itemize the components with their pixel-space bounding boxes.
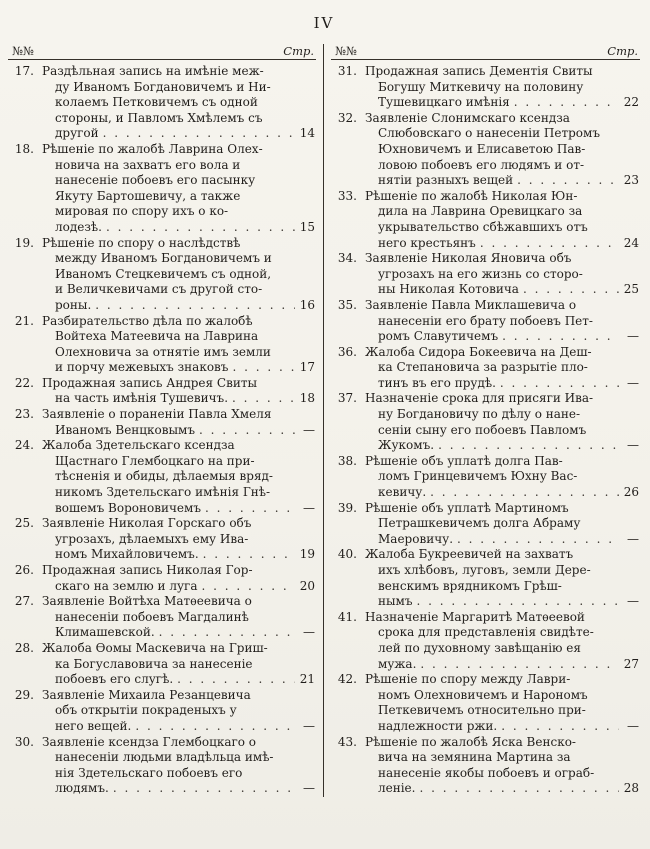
entry-page-number: —: [627, 531, 639, 546]
entry-line: срока для представленія свидѣте-: [378, 625, 594, 640]
entry-number: 38.: [337, 453, 357, 468]
entry-line: [55, 672, 316, 688]
entry-line: [378, 376, 640, 392]
entry-line: [378, 438, 640, 454]
entry-page-number: —: [627, 375, 639, 390]
entry-line: [378, 657, 640, 673]
entry-line: [55, 220, 316, 236]
entry-number: 37.: [337, 391, 357, 406]
entry-line: [55, 423, 316, 439]
entry-line: ихъ хлѣбовъ, луговъ, земли Дере-: [378, 563, 591, 577]
entry-line: Заявленіе Войтѣха Матѳеевича о: [42, 594, 252, 609]
dot-leader: [438, 438, 619, 454]
entry-line: Заявленіе Николая Горскаго объ: [42, 516, 252, 531]
entry-line: венскимъ врядникомъ Грѣш-: [378, 578, 562, 593]
entry-line: ду Иваномъ Богдановичемъ и Ни-: [55, 79, 271, 94]
entry-line-text: ромъ Славутичемъ: [378, 329, 499, 344]
entry-number: 32.: [337, 110, 357, 125]
entry-number: 40.: [337, 547, 357, 562]
entry-page-number: 18: [299, 391, 315, 406]
entry-line: ка Богуславовича за нанесеніе: [55, 656, 253, 671]
header-page-label: Стр.: [607, 44, 638, 58]
entry-line: Петкевичемъ относительно при-: [378, 703, 586, 718]
toc-entry: [8, 438, 316, 516]
entry-number: 34.: [337, 251, 357, 266]
entry-line: Юхновичемъ и Елисаветою Пав-: [378, 141, 586, 156]
entry-line: тѣсненія и обиды, дѣлаемыя вряд-: [55, 469, 273, 484]
entry-line: сеніи сыну его побоевъ Павломъ: [378, 422, 587, 437]
entry-line-text: ны Николая Котовича: [378, 282, 519, 297]
entry-number: 28.: [14, 640, 34, 655]
entry-page-number: —: [303, 781, 315, 796]
entry-line: [55, 781, 316, 797]
dot-leader: [203, 547, 295, 563]
entries-list: [331, 60, 640, 797]
entry-line: Рѣшеніе по спору между Лаври-: [365, 672, 571, 687]
entry-number: 22.: [14, 375, 34, 390]
entry-line-text: на часть имѣнія Тушевичъ.: [55, 391, 229, 406]
entry-page-number: —: [627, 594, 639, 609]
entry-line: нанесеніе якобы побоевъ и ограб-: [378, 765, 595, 780]
dot-leader: [106, 220, 295, 236]
entry-line: Заявленіе ксендза Глембоцкаго о: [42, 734, 257, 749]
header-page-label: Стр.: [283, 44, 314, 58]
entry-line-text: Тушевицкаго имѣнія: [378, 95, 510, 110]
entry-line-text: кевичу.: [378, 485, 427, 500]
entry-body: [365, 298, 640, 345]
entry-number: 18.: [14, 141, 34, 156]
entry-line: Войтеха Матеевича на Лаврина: [55, 329, 259, 344]
toc-entry: [8, 142, 316, 236]
entry-page-number: 23: [623, 173, 639, 188]
dot-leader: [103, 126, 295, 142]
entry-line: [378, 173, 640, 189]
toc-entry: [8, 641, 316, 688]
entry-line: [378, 719, 640, 735]
toc-entry: [331, 454, 640, 501]
entry-line: Олехновича за отнятіе имъ земли: [55, 344, 271, 359]
entry-page-number: 16: [299, 297, 315, 312]
toc-entry: [331, 111, 640, 189]
entry-line-text: лодезѣ.: [55, 219, 102, 234]
entry-number: 36.: [337, 344, 357, 359]
entry-body: [365, 64, 640, 111]
entry-number: 33.: [337, 188, 357, 203]
entry-line: Слюбовскаго о нанесеніи Петромъ: [378, 126, 600, 141]
entry-line: [55, 579, 316, 595]
entry-line: [378, 95, 640, 111]
entry-line-text: Иваномъ Венцковымъ: [55, 422, 196, 437]
entry-body: [42, 735, 316, 797]
page-number: IV: [313, 14, 335, 32]
toc-entry: [331, 501, 640, 548]
entry-line-text: леніе.: [378, 781, 416, 796]
entry-line: ну Богдановичу по дѣлу о нане-: [378, 407, 581, 422]
entry-page-number: —: [303, 422, 315, 437]
entry-number: 42.: [337, 672, 357, 687]
entry-line: Разбирательство дѣла по жалобѣ: [42, 313, 253, 328]
entry-body: [42, 142, 316, 236]
entry-line: Продажная запись Андрея Свиты: [42, 375, 258, 390]
entry-line: Назначеніе Маргаритѣ Матѳеевой: [365, 609, 585, 624]
entry-body: [365, 672, 640, 734]
entry-body: [365, 345, 640, 392]
entry-body: [42, 641, 316, 688]
dot-leader: [201, 579, 295, 595]
toc-entry: [8, 64, 316, 142]
entry-line: [55, 126, 316, 142]
entry-page-number: —: [627, 329, 639, 344]
dot-leader: [232, 360, 295, 376]
dot-leader: [500, 376, 619, 392]
entry-page-number: —: [627, 438, 639, 453]
entry-number: 23.: [14, 407, 34, 422]
entry-page-number: —: [303, 718, 315, 733]
toc-entry: [331, 735, 640, 797]
entry-line: колаемъ Петковичемъ съ одной: [55, 95, 258, 110]
entry-body: [365, 391, 640, 453]
entry-line: нанесеніи людьми владѣльца имѣ-: [55, 750, 274, 765]
entry-page-number: 15: [299, 219, 315, 234]
entry-page-number: 17: [299, 360, 315, 375]
entry-body: [42, 438, 316, 516]
entry-line: и Величкевичами съ другой сто-: [55, 282, 263, 297]
entry-number: 27.: [14, 594, 34, 609]
entry-number: 30.: [14, 734, 34, 749]
entry-line: [378, 329, 640, 345]
entry-body: [365, 735, 640, 797]
entry-line: Заявленіе о пораненіи Павла Хмеля: [42, 407, 272, 422]
entry-line: угрозахъ на его жизнь со сторо-: [378, 266, 583, 281]
dot-leader: [95, 298, 295, 314]
entry-line: Петрашкевичемъ долга Абраму: [378, 516, 581, 531]
entry-line-text: номъ Михайловичемъ.: [55, 547, 199, 562]
entry-page-number: 19: [299, 547, 315, 562]
entry-line: [55, 360, 316, 376]
entry-line: [378, 236, 640, 252]
dot-leader: [159, 625, 295, 641]
entry-line: ломъ Гринцевичемъ Юхну Вас-: [378, 469, 578, 484]
entry-line: Жалоба Букреевичей на захватъ: [365, 547, 574, 562]
dot-leader: [502, 329, 619, 345]
entry-line-text: надлежности ржи.: [378, 718, 498, 733]
entry-line-text: побоевъ его слугѣ.: [55, 672, 174, 687]
header-number-label: №№: [12, 44, 34, 58]
entry-body: [42, 236, 316, 314]
toc-entry: [331, 345, 640, 392]
entry-line: [378, 485, 640, 501]
entry-number: 31.: [337, 64, 357, 78]
entry-line: объ открытіи покраденыхъ у: [55, 703, 237, 718]
entry-body: [42, 376, 316, 407]
entry-line: [378, 282, 640, 298]
entry-line: Заявленіе Михаила Резанцевича: [42, 687, 251, 702]
column-header: [8, 44, 316, 60]
dot-leader: [199, 423, 295, 439]
entry-line: новича на захватъ его вола и: [55, 157, 241, 172]
dot-leader: [480, 236, 619, 252]
entry-line: Рѣшеніе объ уплатѣ Мартиномъ: [365, 500, 569, 515]
toc-entry: [8, 594, 316, 641]
entry-line-text: мужа.: [378, 656, 417, 671]
dot-leader: [113, 781, 295, 797]
entry-page-number: —: [303, 500, 315, 515]
entry-line-text: Климашевской.: [55, 625, 155, 640]
dot-leader: [419, 781, 619, 797]
entry-body: [42, 64, 316, 142]
dot-leader: [514, 95, 619, 111]
entry-line: лей по духовному завѣщанію ея: [378, 640, 581, 655]
entry-number: 17.: [14, 64, 34, 78]
entry-number: 21.: [14, 313, 34, 328]
entry-line: Заявленіе Слонимскаго ксендза: [365, 110, 570, 125]
entry-line: Продажная запись Николая Гор-: [42, 563, 253, 577]
entry-line: укрывательство сбѣжавшихъ отъ: [378, 219, 588, 234]
entry-line-text: роны.: [55, 297, 92, 312]
toc-entry: [8, 735, 316, 797]
entry-number: 26.: [14, 563, 34, 577]
toc-entry: [331, 298, 640, 345]
entry-line: Назначеніе срока для присяги Ива-: [365, 391, 594, 406]
toc-entry: [8, 563, 316, 594]
entry-number: 29.: [14, 687, 34, 702]
entry-number: 24.: [14, 438, 34, 453]
entry-number: 43.: [337, 734, 357, 749]
entry-page-number: 25: [623, 282, 639, 297]
entry-line: ловою побоевъ его людямъ и от-: [378, 157, 585, 172]
entry-body: [365, 251, 640, 298]
column-header: [331, 44, 640, 60]
entry-line: вича на земянина Мартина за: [378, 750, 571, 765]
entry-page-number: 27: [623, 656, 639, 671]
entry-line-text: него крестьянъ: [378, 235, 476, 250]
entry-line: [378, 781, 640, 797]
toc-entry: [331, 391, 640, 453]
dot-leader: [177, 672, 295, 688]
entry-body: [42, 594, 316, 641]
entry-line: дила на Лаврина Оревицкаго за: [378, 204, 583, 219]
entry-line-text: тинъ въ его прудѣ.: [378, 375, 496, 390]
toc-entry: [331, 610, 640, 672]
toc-entry: [331, 672, 640, 734]
entry-line: [55, 719, 316, 735]
header-number-label: №№: [335, 44, 357, 58]
entry-body: [42, 314, 316, 376]
entry-line: [55, 625, 316, 641]
entry-line: [55, 298, 316, 314]
entry-number: 41.: [337, 609, 357, 624]
entry-line: Якуту Бартошевичу, а также: [55, 188, 241, 203]
entry-body: [365, 111, 640, 189]
entry-line: стороны, и Павломъ Хмѣлемъ съ: [55, 110, 263, 125]
entry-line: [378, 532, 640, 548]
entry-line-text: него вещей.: [55, 718, 132, 733]
toc-entry: [8, 407, 316, 438]
entry-line-text: и порчу межевыхъ знаковъ: [55, 360, 229, 375]
entry-number: 35.: [337, 297, 357, 312]
entry-body: [42, 407, 316, 438]
toc-entry: [8, 516, 316, 563]
dot-leader: [457, 532, 619, 548]
entry-line-text: нымъ: [378, 594, 413, 609]
entry-line: нанесеніи побоевъ Магдалинѣ: [55, 609, 249, 624]
entry-line: Заявленіе Николая Яновича объ: [365, 251, 572, 266]
dot-leader: [135, 719, 295, 735]
entry-line: никомъ Здетельскаго имѣнія Гнѣ-: [55, 485, 271, 500]
entry-number: 19.: [14, 235, 34, 250]
entry-line: Заявленіе Павла Миклашевича о: [365, 297, 577, 312]
entry-page-number: 20: [299, 578, 315, 593]
entry-line-text: Маеровичу.: [378, 531, 454, 546]
entry-line: между Иваномъ Богдановичемъ и: [55, 251, 272, 266]
entry-body: [42, 688, 316, 735]
entry-page-number: —: [303, 625, 315, 640]
entry-line: Рѣшеніе по жалобѣ Яска Венско-: [365, 734, 576, 749]
toc-entry: [8, 236, 316, 314]
entry-line: Раздѣльная запись на имѣніе меж-: [42, 64, 264, 78]
dot-leader: [417, 594, 619, 610]
entry-line: Иваномъ Стецкевичемъ съ одной,: [55, 266, 272, 281]
entry-page-number: 24: [623, 235, 639, 250]
entry-page-number: 21: [299, 672, 315, 687]
entry-page-number: 22: [623, 95, 639, 110]
dot-leader: [232, 391, 295, 407]
entry-line: нанесеніи его брату побоевъ Пет-: [378, 313, 593, 328]
toc-columns: [8, 44, 640, 797]
entry-line: Жалоба Здетельскаго ксендза: [42, 438, 235, 453]
entry-body: [365, 189, 640, 251]
entry-line: Жалоба Сидора Бокеевича на Деш-: [365, 344, 592, 359]
entry-body: [365, 547, 640, 609]
entry-page-number: 26: [623, 485, 639, 500]
entry-line-text: другой: [55, 126, 99, 141]
entry-line-text: Жукомъ.: [378, 438, 435, 453]
entry-line: Рѣшеніе по спору о наслѣдствѣ: [42, 235, 241, 250]
entry-line-text: нятіи разныхъ вещей: [378, 173, 514, 188]
toc-entry: [331, 189, 640, 251]
entry-body: [365, 610, 640, 672]
entry-line: угрозахъ, дѣлаемыхъ ему Ива-: [55, 531, 249, 546]
entry-line: номъ Олехновичемъ и Нарономъ: [378, 687, 588, 702]
entry-line: [378, 594, 640, 610]
entry-page-number: 28: [623, 781, 639, 796]
entry-line: нанесеніе побоевъ его пасынку: [55, 173, 256, 188]
entry-body: [42, 563, 316, 594]
entry-body: [365, 454, 640, 501]
entry-line: Рѣшеніе объ уплатѣ долга Пав-: [365, 453, 563, 468]
dot-leader: [501, 719, 619, 735]
dot-leader: [523, 282, 619, 298]
toc-entry: [8, 376, 316, 407]
entry-line: Рѣшеніе по жалобѣ Лаврина Олех-: [42, 141, 263, 156]
dot-leader: [420, 657, 619, 673]
entry-line: нія Здетельскаго побоевъ его: [55, 765, 243, 780]
entry-line: ка Степановича за разрытіе пло-: [378, 360, 588, 375]
toc-entry: [8, 314, 316, 376]
toc-entry: [8, 688, 316, 735]
dot-leader: [430, 485, 619, 501]
toc-column-left: [8, 44, 324, 797]
entry-page-number: 14: [299, 126, 315, 141]
entry-body: [42, 516, 316, 563]
entry-line: Рѣшеніе по жалобѣ Николая Юн-: [365, 188, 578, 203]
toc-entry: [331, 64, 640, 111]
entry-line: Жалоба Ѳомы Маскевича на Гриш-: [42, 640, 268, 655]
entry-line-text: скаго на землю и луга: [55, 578, 198, 593]
entry-line: мировая по спору ихъ о ко-: [55, 204, 229, 219]
dot-leader: [517, 173, 619, 189]
entry-line: Продажная запись Дементія Свиты: [365, 64, 593, 78]
entry-body: [365, 501, 640, 548]
entry-number: 25.: [14, 516, 34, 531]
entry-line: Щастнаго Глембоцкаго на при-: [55, 453, 255, 468]
toc-column-right: [324, 44, 640, 797]
entry-line: [55, 547, 316, 563]
toc-entry: [331, 547, 640, 609]
dot-leader: [205, 501, 295, 517]
toc-entry: [331, 251, 640, 298]
entry-line-text: вошемъ Вороновичемъ: [55, 500, 201, 515]
entries-list: [8, 60, 316, 797]
entry-page-number: —: [627, 718, 639, 733]
entry-line: [55, 391, 316, 407]
entry-number: 39.: [337, 500, 357, 515]
entry-line: [55, 501, 316, 517]
entry-line: Богушу Миткевичу на половину: [378, 79, 584, 94]
entry-line-text: людямъ.: [55, 781, 109, 796]
